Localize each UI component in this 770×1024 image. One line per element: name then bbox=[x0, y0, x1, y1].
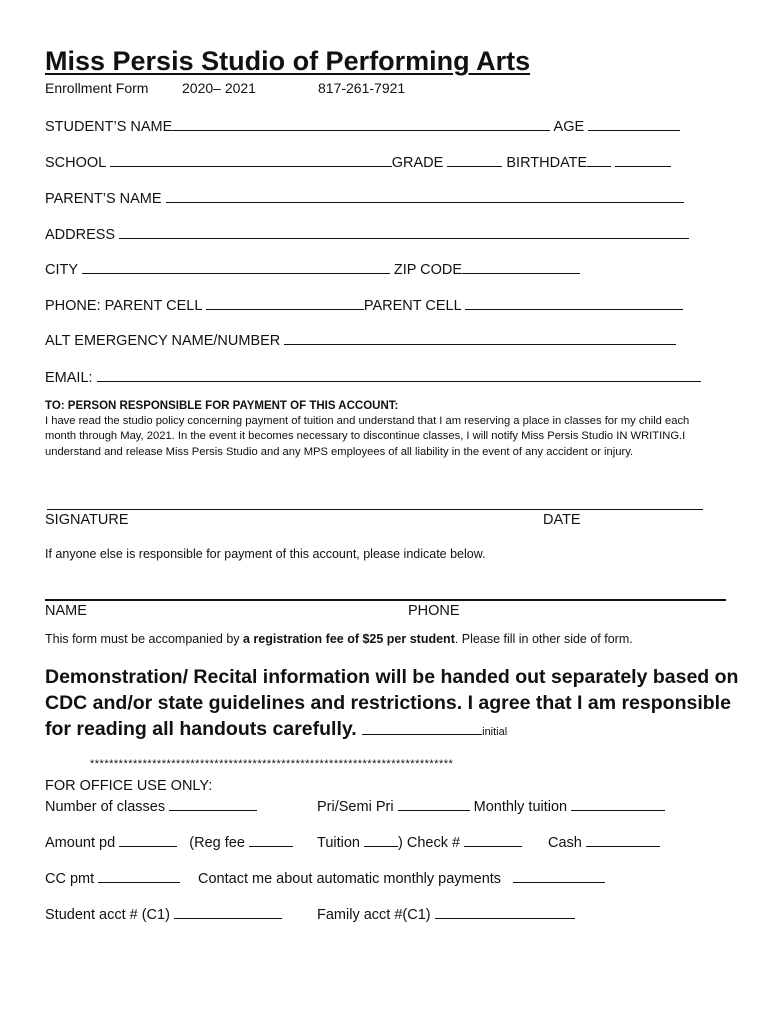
pri-semi-label: Pri/Semi Pri bbox=[317, 799, 394, 815]
cash-label: Cash bbox=[548, 835, 582, 851]
alt-emergency-label: ALT EMERGENCY NAME/NUMBER bbox=[45, 333, 281, 349]
check-field[interactable] bbox=[464, 832, 522, 847]
office-row-3 bbox=[45, 868, 180, 887]
demonstration-notice bbox=[45, 664, 745, 745]
payer-name-label: NAME bbox=[45, 603, 87, 619]
initial-field[interactable] bbox=[362, 716, 482, 735]
office-row-2c bbox=[548, 832, 660, 851]
school-row bbox=[45, 152, 671, 171]
family-acct-label: Family acct #(C1) bbox=[317, 907, 431, 923]
amount-pd-label: Amount pd bbox=[45, 835, 116, 851]
age-field[interactable] bbox=[588, 116, 680, 131]
office-row-2b bbox=[317, 832, 522, 851]
initial-label: initial bbox=[482, 726, 508, 738]
amount-pd-field[interactable] bbox=[119, 832, 177, 847]
payer-phone-label: PHONE bbox=[408, 603, 460, 619]
num-classes-field[interactable] bbox=[169, 796, 257, 811]
monthly-tuition-label: Monthly tuition bbox=[473, 799, 568, 815]
alt-emergency-field[interactable] bbox=[284, 330, 676, 345]
parent-name-row bbox=[45, 188, 684, 207]
grade-label: GRADE bbox=[391, 155, 444, 171]
address-label: ADDRESS bbox=[45, 227, 116, 243]
alt-emergency-row bbox=[45, 330, 676, 349]
reg-fee-label: (Reg fee bbox=[189, 835, 245, 851]
phone-row bbox=[45, 295, 683, 314]
student-name-field[interactable] bbox=[172, 116, 550, 131]
office-row-4b bbox=[317, 904, 575, 923]
address-row bbox=[45, 224, 689, 243]
age-label: AGE bbox=[553, 119, 585, 135]
birthdate-field-2[interactable] bbox=[615, 152, 671, 167]
contact-auto-label: Contact me about automatic monthly payments bbox=[198, 871, 502, 887]
other-payer-note: If anyone else is responsible for payment of this account, please indicate below. bbox=[45, 547, 486, 561]
payer-name-line[interactable] bbox=[45, 599, 726, 601]
birthdate-field-1[interactable] bbox=[587, 152, 611, 167]
city-label: CITY bbox=[45, 262, 78, 278]
signature-label: SIGNATURE bbox=[45, 512, 129, 528]
num-classes-label: Number of classes bbox=[45, 799, 166, 815]
phone-cell-1-label: PHONE: PARENT CELL bbox=[45, 298, 202, 314]
student-name-row bbox=[45, 116, 680, 135]
office-row-1 bbox=[45, 796, 257, 815]
contact-auto-field[interactable] bbox=[513, 868, 605, 883]
grade-field[interactable] bbox=[447, 152, 502, 167]
email-label: EMAIL: bbox=[45, 370, 93, 386]
city-field[interactable] bbox=[82, 259, 390, 274]
office-heading: FOR OFFICE USE ONLY: bbox=[45, 778, 213, 794]
tuition-field[interactable] bbox=[364, 832, 398, 847]
family-acct-field[interactable] bbox=[435, 904, 575, 919]
cc-pmt-label: CC pmt bbox=[45, 871, 95, 887]
cc-pmt-field[interactable] bbox=[98, 868, 180, 883]
student-acct-field[interactable] bbox=[174, 904, 282, 919]
student-acct-label: Student acct # (C1) bbox=[45, 907, 170, 923]
cash-field[interactable] bbox=[586, 832, 660, 847]
phone-cell-2-field[interactable] bbox=[465, 295, 683, 310]
studio-phone: 817-261-7921 bbox=[318, 80, 406, 96]
zip-label: ZIP CODE bbox=[393, 262, 463, 278]
pri-semi-field[interactable] bbox=[398, 796, 470, 811]
demonstration-text: Demonstration/ Recital information will be handed out separately based on CDC and/or state guidelines and restrictions. I agree that I am responsible for reading all handouts carefully. bbox=[45, 666, 739, 740]
tuition-label: Tuition bbox=[317, 835, 360, 851]
parent-name-field[interactable] bbox=[166, 188, 684, 203]
fee-note bbox=[45, 632, 633, 646]
responsibility-heading: TO: PERSON RESPONSIBLE FOR PAYMENT OF THIS ACCOUNT: bbox=[45, 400, 399, 412]
school-label: SCHOOL bbox=[45, 155, 106, 171]
signature-line[interactable] bbox=[47, 509, 703, 510]
fee-note-suffix: . Please fill in other side of form. bbox=[454, 632, 633, 646]
date-label: DATE bbox=[543, 512, 581, 528]
office-row-2 bbox=[45, 832, 293, 851]
parent-name-label: PARENT’S NAME bbox=[45, 191, 162, 207]
email-field[interactable] bbox=[97, 367, 701, 382]
check-label: ) Check # bbox=[398, 835, 461, 851]
asterisk-separator: **************************************************************************** bbox=[90, 758, 454, 770]
school-field[interactable] bbox=[110, 152, 392, 167]
phone-cell-1-field[interactable] bbox=[206, 295, 364, 310]
office-row-1b bbox=[317, 796, 665, 815]
phone-cell-2-label: PARENT CELL bbox=[363, 298, 462, 314]
student-name-label: STUDENT’S NAME bbox=[45, 119, 173, 135]
office-row-4 bbox=[45, 904, 282, 923]
reg-fee-field[interactable] bbox=[249, 832, 293, 847]
monthly-tuition-field[interactable] bbox=[571, 796, 665, 811]
address-field[interactable] bbox=[119, 224, 689, 239]
zip-field[interactable] bbox=[462, 259, 580, 274]
fee-note-bold: a registration fee of $25 per student bbox=[243, 632, 455, 646]
fee-note-prefix: This form must be accompanied by bbox=[45, 632, 243, 646]
form-title: Miss Persis Studio of Performing Arts bbox=[45, 46, 531, 76]
email-row bbox=[45, 367, 701, 386]
birthdate-label: BIRTHDATE bbox=[506, 155, 588, 171]
office-row-3b bbox=[198, 868, 605, 887]
form-label: Enrollment Form bbox=[45, 80, 149, 96]
school-year: 2020– 2021 bbox=[182, 80, 256, 96]
responsibility-text: I have read the studio policy concerning payment of tuition and understand that I am reserving a place in classes for my child each month through May, 2021. In the event it becomes necessary to discontinue classes, I will notify Miss Persis Studio IN WRITING.I understand and release Miss Persis Studio and any MPS employees of all liability in the event of any accident or injury. bbox=[45, 415, 690, 458]
city-row bbox=[45, 259, 580, 278]
